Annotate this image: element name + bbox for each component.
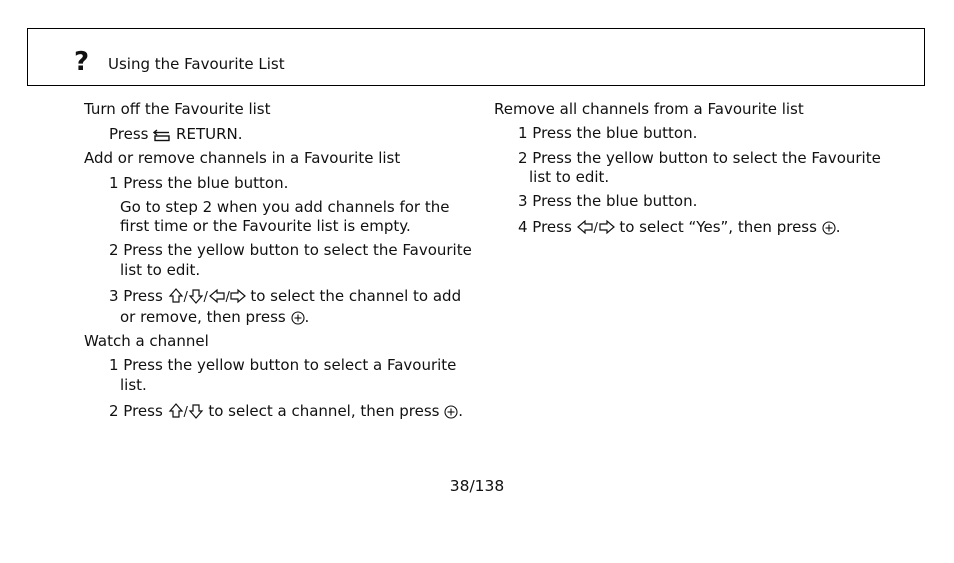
press-label: Press bbox=[109, 125, 149, 143]
page-number: 38/138 bbox=[449, 477, 505, 495]
return-label: RETURN. bbox=[176, 125, 243, 143]
svg-text:/: / bbox=[183, 290, 188, 304]
svg-text:/: / bbox=[225, 290, 230, 304]
add-remove-note-line-1: Go to step 2 when you add channels for the bbox=[120, 198, 450, 216]
section-heading-add-remove: Add or remove channels in a Favourite list bbox=[84, 149, 401, 167]
enter-circle-icon bbox=[291, 311, 305, 325]
add-remove-step-3-line-2 bbox=[120, 308, 309, 326]
help-question-icon: ? bbox=[74, 47, 90, 77]
add-remove-step-2-line-1: 2 Press the yellow button to select the Favourite bbox=[109, 241, 472, 259]
remove-all-step-2-line-2: list to edit. bbox=[529, 168, 610, 186]
period: . bbox=[835, 218, 841, 236]
period: . bbox=[304, 308, 310, 326]
step-4-prefix: 4 Press bbox=[518, 218, 572, 236]
left-right-arrows-icon bbox=[577, 219, 615, 235]
arrow-keys-icon bbox=[168, 288, 246, 304]
step-4-suffix: to select “Yes”, then press bbox=[619, 218, 817, 236]
enter-circle-icon bbox=[444, 405, 458, 419]
step-3-suffix: to select the channel to add bbox=[250, 287, 462, 305]
remove-all-step-1: 1 Press the blue button. bbox=[518, 124, 698, 142]
watch-step-2-prefix: 2 Press bbox=[109, 402, 163, 420]
svg-text:/: / bbox=[593, 221, 598, 235]
section-heading-watch: Watch a channel bbox=[84, 332, 209, 350]
watch-step-2-suffix: to select a channel, then press bbox=[208, 402, 440, 420]
page-title: Using the Favourite List bbox=[108, 55, 285, 73]
section-heading-remove-all: Remove all channels from a Favourite list bbox=[494, 100, 804, 118]
return-icon bbox=[153, 128, 171, 142]
watch-step-1-line-1: 1 Press the yellow button to select a Favourite bbox=[109, 356, 457, 374]
svg-text:/: / bbox=[183, 405, 188, 419]
section-heading-turn-off: Turn off the Favourite list bbox=[84, 100, 271, 118]
period: . bbox=[458, 402, 464, 420]
header-box bbox=[27, 28, 925, 86]
add-remove-step-3-line-1 bbox=[109, 287, 461, 305]
svg-text:/: / bbox=[203, 290, 208, 304]
remove-all-step-4 bbox=[518, 218, 841, 236]
remove-all-step-3: 3 Press the blue button. bbox=[518, 192, 698, 210]
up-down-arrows-icon bbox=[168, 403, 204, 419]
remove-all-step-2-line-1: 2 Press the yellow button to select the Favourite bbox=[518, 149, 881, 167]
watch-step-1-line-2: list. bbox=[120, 376, 147, 394]
add-remove-step-1: 1 Press the blue button. bbox=[109, 174, 289, 192]
add-remove-step-2-line-2: list to edit. bbox=[120, 261, 201, 279]
step-3-line-2-text: or remove, then press bbox=[120, 308, 286, 326]
add-remove-note-line-2: first time or the Favourite list is empty. bbox=[120, 217, 411, 235]
step-3-prefix: 3 Press bbox=[109, 287, 163, 305]
turn-off-instruction bbox=[109, 125, 243, 143]
enter-circle-icon bbox=[822, 221, 836, 235]
watch-step-2 bbox=[109, 402, 463, 420]
